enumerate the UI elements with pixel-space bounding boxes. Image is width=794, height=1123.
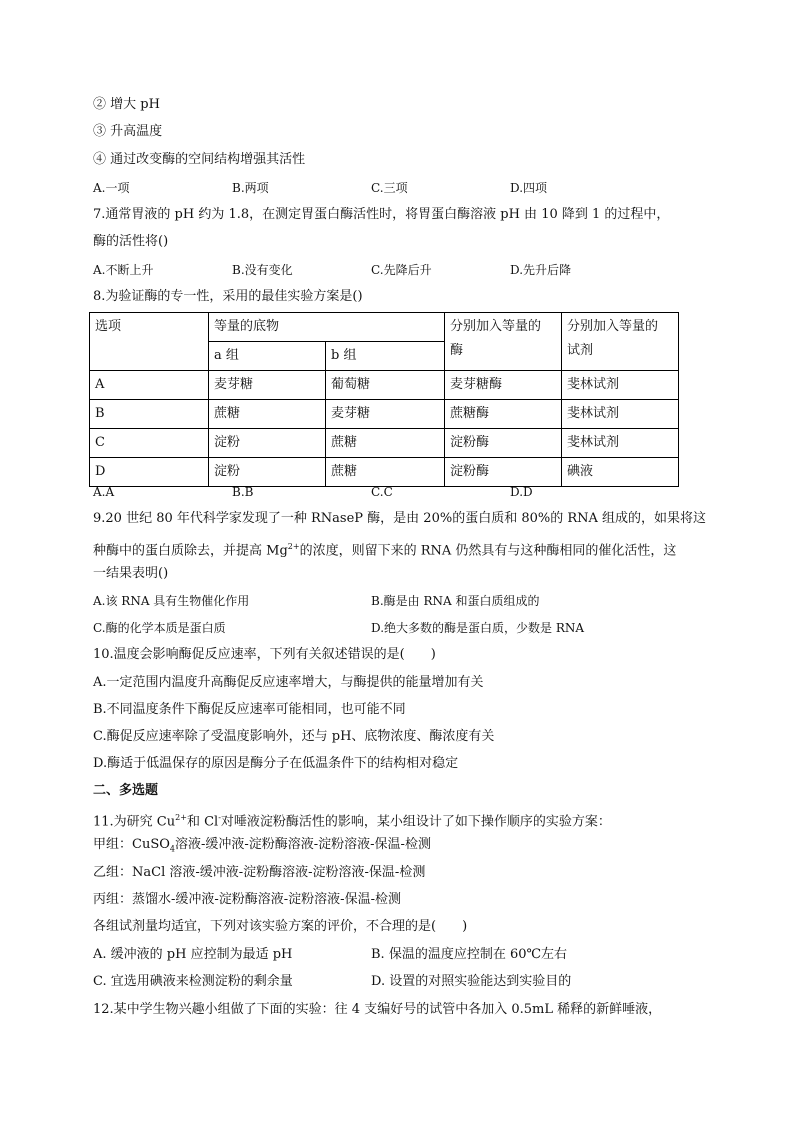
q6-option-a: A.一项	[93, 181, 130, 195]
question-11	[93, 809, 611, 831]
q10-option-d: D.酶适于低温保存的原因是酶分子在低温条件下的结构相对稳定	[93, 756, 459, 771]
q11-option-a: A. 缓冲液的 pH 应控制为最适 pH	[93, 947, 293, 962]
table-row	[90, 429, 679, 458]
table-cell: 淀粉酶	[445, 458, 562, 487]
table-cell: 麦芽糖	[209, 371, 326, 400]
table-cell: 淀粉	[209, 458, 326, 487]
g1-text-post: 溶液-缓冲液-淀粉酶溶液-淀粉溶液-保温-检测	[174, 837, 431, 852]
table-cell: 蔗糖	[326, 458, 445, 487]
table-cell: 淀粉酶	[445, 429, 562, 458]
table-cell: 蔗糖酶	[445, 400, 562, 429]
question-12: 12.某中学生物兴趣小组做了下面的实验：往 4 支编好号的试管中各加入 0.5mL 稀释的新鲜唾液，	[93, 1002, 662, 1017]
q6-option-d: D.四项	[510, 181, 548, 195]
q11-sup-2: -	[218, 813, 221, 822]
table-cell: 斐林试剂	[562, 400, 679, 429]
th-reagent-line2: 试剂	[567, 343, 594, 358]
q11-text-1: 11.为研究 Cu	[93, 814, 176, 830]
q10-option-b: B.不同温度条件下酶促反应速率可能相同，也可能不同	[93, 702, 406, 717]
table-cell: 碘液	[562, 458, 679, 487]
table-row	[90, 458, 679, 487]
th-enzyme-line1: 分别加入等量的	[450, 319, 542, 334]
q9-text-pre: 种酶中的蛋白质除去，并提高 Mg	[93, 543, 288, 559]
q10-option-c: C.酶促反应速率除了受温度影响外，还与 pH、底物浓度、酶浓度有关	[93, 729, 495, 744]
question-9-line-1: 9.20 世纪 80 年代科学家发现了一种 RNaseP 酶，是由 20%的蛋白质和 80%的 RNA 组成的，如果将这	[93, 511, 707, 526]
th-group-a: a 组	[209, 342, 326, 371]
question-8: 8.为验证酶的专一性，采用的最佳实验方案是()	[93, 289, 363, 304]
group-yi: 乙组：NaCl 溶液-缓冲液-淀粉酶溶液-淀粉溶液-保温-检测	[93, 865, 426, 880]
table-cell: 麦芽糖酶	[445, 371, 562, 400]
q11-text-2: 和 Cl	[186, 814, 219, 830]
th-group-b: b 组	[326, 342, 445, 371]
th-reagent-line1: 分别加入等量的	[567, 319, 659, 334]
table-cell: 淀粉	[209, 429, 326, 458]
question-10: 10.温度会影响酶促反应速率，下列有关叙述错误的是( )	[93, 647, 436, 662]
th-enzyme	[445, 313, 562, 371]
group-jia	[93, 836, 431, 859]
q7-option-a: A.不断上升	[93, 263, 154, 277]
q10-option-a: A.一定范围内温度升高酶促反应速率增大，与酶提供的能量增加有关	[93, 675, 484, 690]
table-cell: 麦芽糖	[326, 400, 445, 429]
q8-option-d: D.D	[510, 485, 533, 499]
line-item-3: ③ 升高温度	[93, 124, 163, 139]
table-cell: 斐林试剂	[562, 371, 679, 400]
q7-option-d: D.先升后降	[510, 263, 572, 277]
table-cell: C	[90, 429, 209, 458]
table-cell: 斐林试剂	[562, 429, 679, 458]
question-11-stem: 各组试剂量均适宜，下列对该实验方案的评价，不合理的是( )	[93, 919, 468, 934]
q9-option-c: C.酶的化学本质是蛋白质	[93, 621, 226, 635]
q9-option-b: B.酶是由 RNA 和蛋白质组成的	[371, 594, 540, 608]
q6-option-b: B.两项	[232, 181, 269, 195]
th-enzyme-line2: 酶	[450, 343, 464, 358]
th-reagent	[562, 313, 679, 371]
table-cell: 蔗糖	[209, 400, 326, 429]
table-row	[90, 371, 679, 400]
g1-text-pre: 甲组：CuSO	[93, 837, 170, 852]
q7-option-c: C.先降后升	[371, 263, 432, 277]
q9-text-post: 的浓度，则留下来的 RNA 仍然具有与这种酶相同的催化活性，这	[299, 543, 677, 559]
q8-option-c: C.C	[371, 485, 393, 499]
q11-text-3: 对唾液淀粉酶活性的影响，某小组设计了如下操作顺序的实验方案：	[220, 814, 611, 830]
line-item-4: ④ 通过改变酶的空间结构增强其活性	[93, 152, 306, 167]
section-heading: 二、多选题	[93, 783, 159, 798]
question-9-line-2	[93, 538, 676, 560]
q11-option-d: D. 设置的对照实验能达到实验目的	[371, 974, 572, 989]
q11-sup-1: 2+	[175, 813, 187, 822]
table-row	[90, 400, 679, 429]
table-cell: B	[90, 400, 209, 429]
q8-option-b: B.B	[232, 485, 254, 499]
experiment-table	[89, 312, 679, 487]
table-cell: 葡萄糖	[326, 371, 445, 400]
question-7-line-1: 7.通常胃液的 pH 约为 1.8，在测定胃蛋白酶活性时，将胃蛋白酶溶液 pH 由 10 降到 1 的过程中，	[93, 207, 670, 222]
line-item-2: ② 增大 pH	[93, 97, 160, 112]
q9-option-a: A.该 RNA 具有生物催化作用	[93, 594, 250, 608]
th-option: 选项	[90, 313, 209, 371]
th-substrate: 等量的底物	[209, 313, 445, 342]
q7-option-b: B.没有变化	[232, 263, 293, 277]
q6-option-c: C.三项	[371, 181, 408, 195]
table-cell: 蔗糖	[326, 429, 445, 458]
question-7-line-2: 酶的活性将()	[93, 234, 169, 249]
question-9-line-3: 一结果表明()	[93, 566, 169, 581]
group-bing: 丙组：蒸馏水-缓冲液-淀粉酶溶液-淀粉溶液-保温-检测	[93, 892, 401, 907]
q9-option-d: D.绝大多数的酶是蛋白质，少数是 RNA	[371, 621, 585, 635]
q11-option-c: C. 宜选用碘液来检测淀粉的剩余量	[93, 974, 293, 989]
table-cell: A	[90, 371, 209, 400]
g1-subscript: 4	[169, 844, 175, 854]
q9-superscript: 2+	[287, 542, 300, 551]
q11-option-b: B. 保温的温度应控制在 60℃左右	[371, 947, 568, 962]
table-cell: D	[90, 458, 209, 487]
q8-option-a: A.A	[93, 485, 115, 499]
